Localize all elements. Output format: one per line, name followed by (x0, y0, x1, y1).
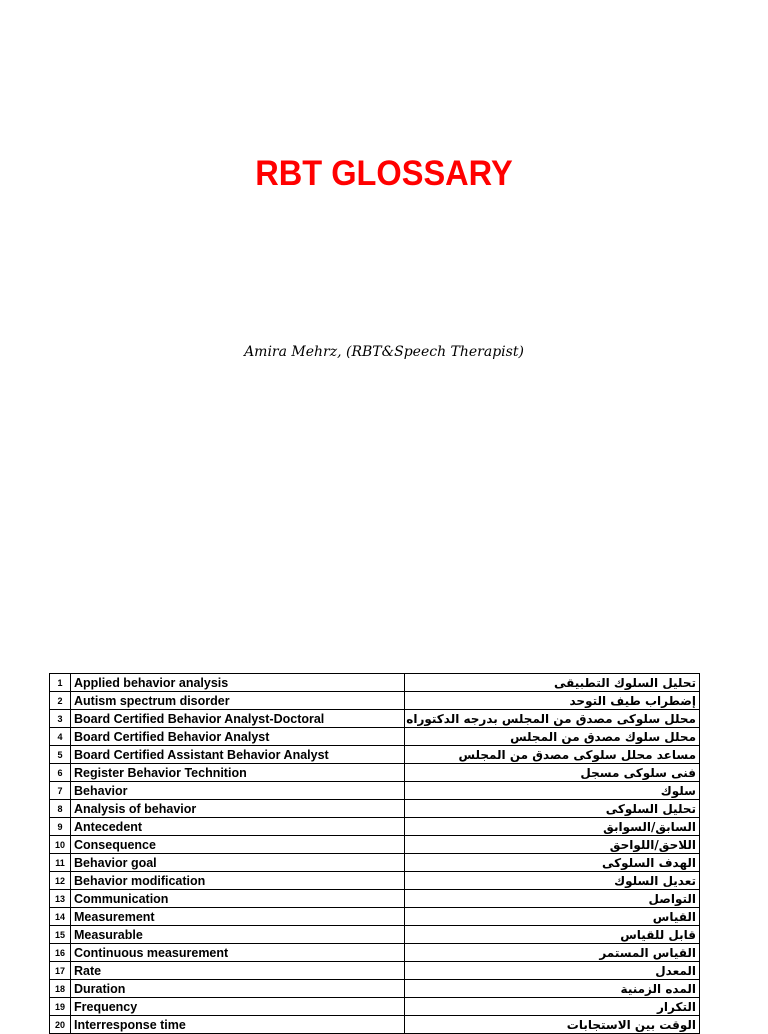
row-number: 6 (50, 764, 71, 782)
row-number: 20 (50, 1016, 71, 1034)
table-row (50, 710, 700, 728)
table-row (50, 890, 700, 908)
table-row (50, 962, 700, 980)
english-term: Analysis of behavior (71, 800, 405, 818)
arabic-term: التكرار (405, 998, 700, 1016)
english-term: Board Certified Assistant Behavior Analyst (71, 746, 405, 764)
english-term: Frequency (71, 998, 405, 1016)
english-term: Measurement (71, 908, 405, 926)
table-row (50, 998, 700, 1016)
row-number: 2 (50, 692, 71, 710)
row-number: 8 (50, 800, 71, 818)
english-term: Board Certified Behavior Analyst-Doctoral (71, 710, 405, 728)
table-row (50, 764, 700, 782)
document-author: Amira Mehrz, (RBT&Speech Therapist) (244, 344, 524, 360)
english-term: Interresponse time (71, 1016, 405, 1034)
row-number: 17 (50, 962, 71, 980)
arabic-term: السابق/السوابق (405, 818, 700, 836)
row-number: 15 (50, 926, 71, 944)
row-number: 5 (50, 746, 71, 764)
table-row (50, 908, 700, 926)
row-number: 19 (50, 998, 71, 1016)
table-row (50, 836, 700, 854)
arabic-term: فنى سلوكى مسجل (405, 764, 700, 782)
document-title: RBT GLOSSARY (255, 154, 513, 193)
arabic-term: تعديل السلوك (405, 872, 700, 890)
glossary-table (49, 673, 700, 1034)
arabic-term: محلل سلوكى مصدق من المجلس بدرجه الدكتوراه (405, 710, 700, 728)
arabic-term: القياس (405, 908, 700, 926)
arabic-term: الهدف السلوكى (405, 854, 700, 872)
arabic-term: اللاحق/اللواحق (405, 836, 700, 854)
row-number: 3 (50, 710, 71, 728)
arabic-term: المعدل (405, 962, 700, 980)
english-term: Communication (71, 890, 405, 908)
arabic-term: التواصل (405, 890, 700, 908)
arabic-term: محلل سلوك مصدق من المجلس (405, 728, 700, 746)
arabic-term: المده الزمنية (405, 980, 700, 998)
english-term: Applied behavior analysis (71, 674, 405, 692)
table-row (50, 782, 700, 800)
english-term: Measurable (71, 926, 405, 944)
english-term: Continuous measurement (71, 944, 405, 962)
glossary-table-body (50, 674, 700, 1034)
row-number: 12 (50, 872, 71, 890)
row-number: 16 (50, 944, 71, 962)
row-number: 7 (50, 782, 71, 800)
english-term: Behavior modification (71, 872, 405, 890)
table-row (50, 872, 700, 890)
arabic-term: سلوك (405, 782, 700, 800)
table-row (50, 1016, 700, 1034)
row-number: 11 (50, 854, 71, 872)
row-number: 1 (50, 674, 71, 692)
english-term: Board Certified Behavior Analyst (71, 728, 405, 746)
table-row (50, 692, 700, 710)
english-term: Register Behavior Technition (71, 764, 405, 782)
english-term: Rate (71, 962, 405, 980)
row-number: 13 (50, 890, 71, 908)
table-row (50, 800, 700, 818)
table-row (50, 926, 700, 944)
row-number: 4 (50, 728, 71, 746)
row-number: 9 (50, 818, 71, 836)
english-term: Autism spectrum disorder (71, 692, 405, 710)
arabic-term: القياس المستمر (405, 944, 700, 962)
english-term: Behavior (71, 782, 405, 800)
arabic-term: تحليل السلوكى (405, 800, 700, 818)
arabic-term: تحليل السلوك التطبيقى (405, 674, 700, 692)
english-term: Antecedent (71, 818, 405, 836)
table-row (50, 980, 700, 998)
table-row (50, 674, 700, 692)
arabic-term: قابل للقياس (405, 926, 700, 944)
table-row (50, 854, 700, 872)
row-number: 18 (50, 980, 71, 998)
english-term: Duration (71, 980, 405, 998)
table-row (50, 746, 700, 764)
arabic-term: الوقت بين الاستجابات (405, 1016, 700, 1034)
row-number: 10 (50, 836, 71, 854)
table-row (50, 944, 700, 962)
row-number: 14 (50, 908, 71, 926)
english-term: Behavior goal (71, 854, 405, 872)
table-row (50, 728, 700, 746)
table-row (50, 818, 700, 836)
arabic-term: إضطراب طيف التوحد (405, 692, 700, 710)
english-term: Consequence (71, 836, 405, 854)
arabic-term: مساعد محلل سلوكى مصدق من المجلس (405, 746, 700, 764)
